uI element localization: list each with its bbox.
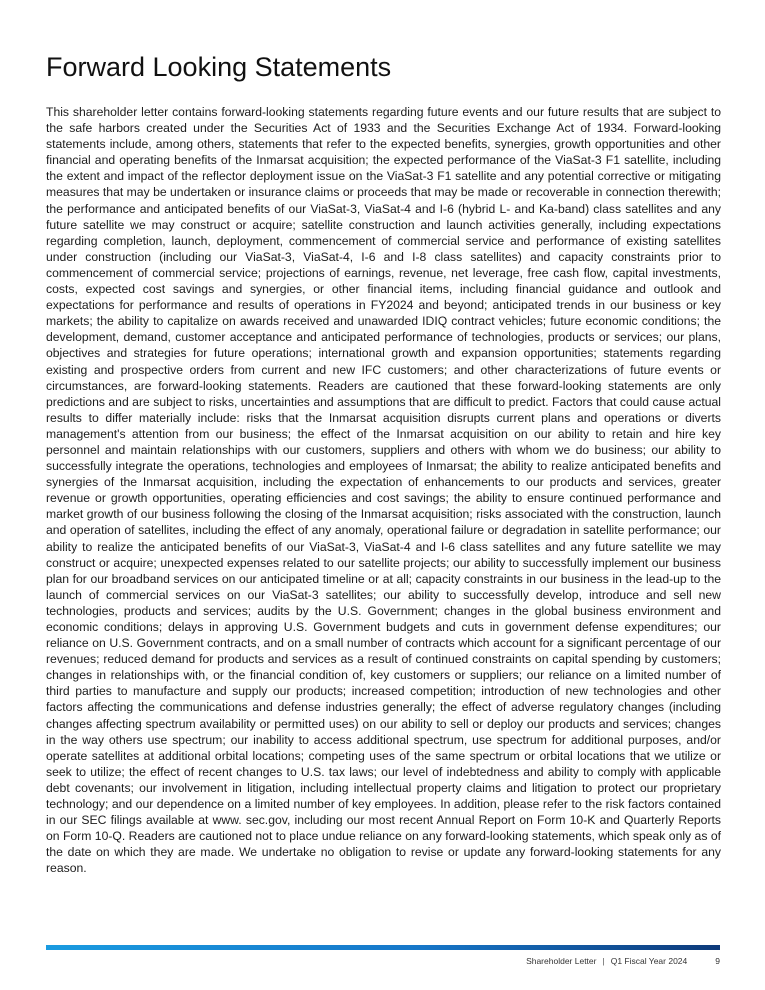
forward-looking-statements-body: This shareholder letter contains forward-looking statements regarding future events and our future results that are subject to the safe harbors created under the Securities Act of 1933 and the Securities Exchange Act of 1934. Forward-looking statements include, among others, statements that refer to the expected benefits, synergies, growth opportunities and other financial and operating benefits of the Inmarsat acquisition; the expected performance of the ViaSat-3 F1 satellite, including the extent and impact of the reflector deployment issue on the ViaSat-3 F1 satellite and any potential corrective or mitigating measures that may be undertaken or insurance claims or proceeds that may be made or recoverable in connection therewith; the performance and anticipated benefits of our ViaSat-3, ViaSat-4 and I-6 (hybrid L- and Ka-band) class satellites and any future satellite we may construct or acquire; satellite construction and launch activities generally, including expectations regarding completion, launch, deployment, commencement of commercial service and performance of existing satellites under construction (including our ViaSat-3, ViaSat-4, I-6 and I-8 class satellites) and capacity constraints prior to commencement of commercial service; projections of earnings, revenue, net leverage, free cash flow, capital investments, costs, expected cost savings and synergies, or other financial items, including financial guidance and outlook and expectations for performance and results of operations in FY2024 and beyond; anticipated trends in our business or key markets; the ability to capitalize on awards received and unawarded IDIQ contract vehicles; future economic conditions; the development, demand, customer acceptance and anticipated performance of technologies, products or services; our plans, objectives and strategies for future operations; international growth and expansion opportunities; statements regarding existing and prospective orders from current and new IFC customers; and other characterizations of future events or circumstances, are forward-looking statements. Readers are cautioned that these forward-looking statements are only predictions and are subject to risks, uncertainties and assumptions that are difficult to predict. Factors that could cause actual results to differ materially include: risks that the Inmarsat acquisition disrupts current plans and operations or diverts management's attention from our business; the effect of the Inmarsat acquisition on our ability to retain and hire key personnel and maintain relationships with our customers, suppliers and others with whom we do business; our ability to successfully integrate the operations, technologies and employees of Inmarsat; the ability to realize anticipated benefits and synergies of the Inmarsat acquisition, including the expectation of enhancements to our products and services, greater revenue or growth opportunities, operating efficiencies and cost savings; the ability to ensure continued performance and market growth of our business following the closing of the Inmarsat acquisition; risks associated with the construction, launch and operation of satellites, including the effect of any anomaly, operational failure or degradation in satellite performance; our ability to realize the anticipated benefits of our ViaSat-3, ViaSat-4 and I-6 class satellites and any future satellite we may construct or acquire; unexpected expenses related to our satellite projects; our ability to successfully implement our business plan for our broadband services on our anticipated timeline or at all; capacity constraints in our business in the lead-up to the launch of commercial services on our ViaSat-3 satellites; our ability to successfully develop, introduce and sell new technologies, products and services; audits by the U.S. Government; changes in the global business environment and economic conditions; delays in approving U.S. Government budgets and cuts in government defense expenditures; our reliance on U.S. Government contracts, and on a small number of contracts which account for a significant percentage of our revenues; reduced demand for products and services as a result of continued constraints on capital spending by customers; changes in relationships with, or the financial condition of, key customers or suppliers; our reliance on a limited number of third parties to manufacture and supply our products; increased competition; introduction of new technologies and other factors affecting the communications and defense industries generally; the effect of adverse regulatory changes (including changes affecting spectrum availability or permitted uses) on our ability to sell or deploy our products and services; changes in the way others use spectrum; our inability to access additional spectrum, use spectrum for additional purposes, and/or operate satellites at additional orbital locations; competing uses of the same spectrum or orbital locations that we utilize or seek to utilize; the effect of recent changes to U.S. tax laws; our level of indebtedness and ability to comply with applicable debt covenants; our involvement in litigation, including intellectual property claims and litigation to protect our proprietary technology; and our dependence on a limited number of key employees. In addition, please refer to the risk factors contained in our SEC filings available at www. sec.gov, including our most recent Annual Report on Form 10-K and Quarterly Reports on Form 10-Q. Readers are cautioned not to place undue reliance on any forward-looking statements, which speak only as of the date on which they are made. We undertake no obligation to revise or update any forward-looking statements for any reason. bbox=[46, 105, 721, 876]
footer-accent-bar bbox=[46, 945, 720, 950]
page-number: 9 bbox=[715, 956, 720, 966]
footer-separator: | bbox=[602, 956, 605, 966]
footer-period: Q1 Fiscal Year 2024 bbox=[610, 956, 688, 966]
page-title: Forward Looking Statements bbox=[46, 52, 392, 82]
page-footer bbox=[526, 955, 720, 967]
footer-doc-label: Shareholder Letter bbox=[526, 956, 597, 966]
